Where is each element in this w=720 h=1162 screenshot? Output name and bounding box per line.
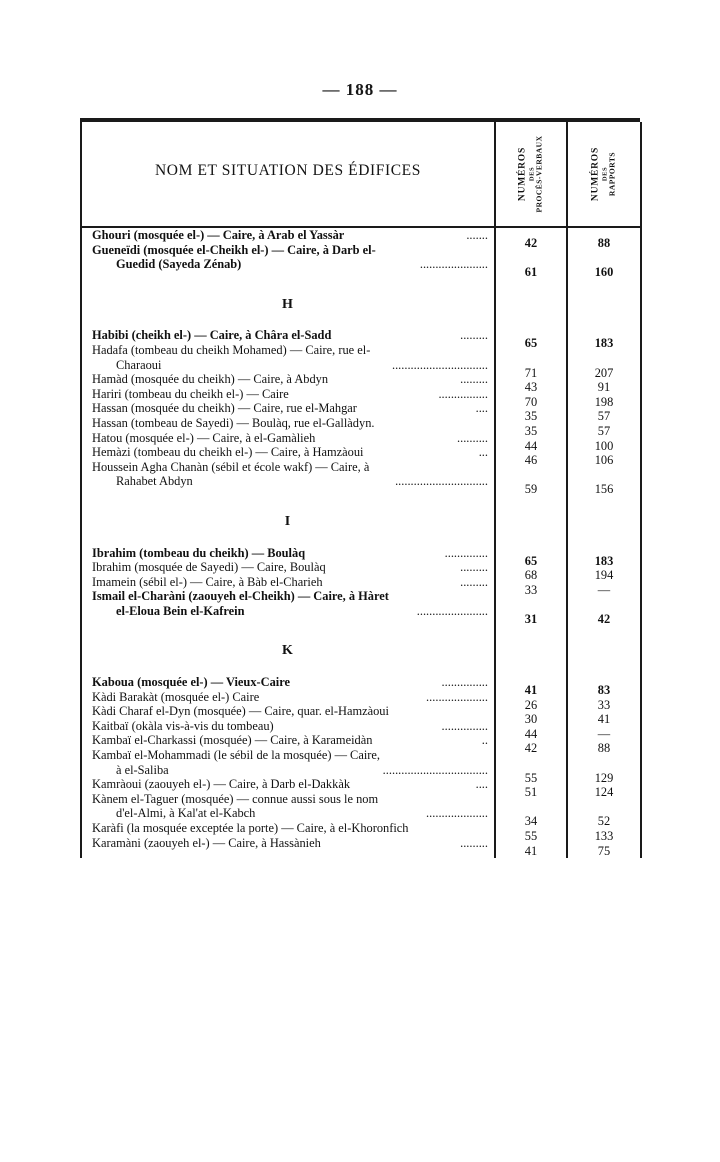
rapport-number: 42 bbox=[597, 611, 611, 626]
pv-number: 41 bbox=[524, 683, 538, 698]
index-entry-text: Ibrahim (mosquée de Sayedi) — Caire, Boulàq bbox=[92, 560, 326, 575]
rapport-number: 207 bbox=[594, 365, 614, 380]
rapport-number: 41 bbox=[597, 712, 611, 727]
pv-number: 68 bbox=[524, 568, 538, 583]
body-cell-rapports bbox=[567, 227, 641, 858]
rapport-number: 75 bbox=[597, 843, 611, 858]
index-entry-text: Kamràoui (zaouyeh el-) — Caire, à Darb el-Dakkàk bbox=[92, 777, 351, 792]
column-header-name: NOM ET SITUATION DES ÉDIFICES bbox=[155, 162, 421, 179]
vertical-spacer bbox=[568, 667, 640, 683]
rapport-number: 57 bbox=[597, 423, 611, 438]
leader-dots: ......... bbox=[460, 328, 488, 343]
column-header-rapports-line1: NUMÉROS bbox=[590, 146, 601, 202]
index-entry bbox=[82, 228, 494, 243]
pv-number: 43 bbox=[524, 380, 538, 395]
pv-number bbox=[496, 756, 566, 771]
rapport-number: 100 bbox=[594, 438, 614, 453]
pv-number bbox=[496, 800, 566, 815]
index-entry bbox=[82, 719, 494, 734]
index-entry-text: Hemàzi (tombeau du cheikh el-) — Caire, à Hamzàoui bbox=[92, 445, 364, 460]
rapport-number bbox=[568, 800, 640, 815]
pv-number: 51 bbox=[524, 785, 538, 800]
index-entry bbox=[82, 401, 494, 416]
index-entry bbox=[82, 806, 494, 821]
pv-number: 55 bbox=[524, 770, 538, 785]
vertical-spacer bbox=[568, 280, 640, 306]
pv-number: 35 bbox=[524, 409, 538, 424]
blank-line bbox=[568, 652, 640, 667]
index-entry bbox=[82, 372, 494, 387]
rapport-number: 198 bbox=[594, 394, 614, 409]
index-entry-text: Hassan (tombeau de Sayedi) — Boulàq, rue el-Gallàdyn. bbox=[92, 415, 375, 430]
pv-number: 61 bbox=[524, 265, 538, 280]
pv-number: 65 bbox=[524, 553, 538, 568]
rapport-number: 106 bbox=[594, 453, 614, 468]
index-entry bbox=[82, 704, 494, 719]
blank-line bbox=[568, 306, 640, 321]
vertical-spacer bbox=[496, 280, 566, 306]
leader-dots: ................ bbox=[438, 386, 488, 401]
rapport-number bbox=[568, 597, 640, 612]
header-cell-rapports bbox=[567, 122, 641, 227]
leader-dots: ......... bbox=[460, 560, 488, 575]
pv-number: 42 bbox=[524, 741, 538, 756]
pv-number: 44 bbox=[524, 438, 538, 453]
rapport-number bbox=[568, 756, 640, 771]
section-letter: H bbox=[282, 296, 294, 312]
blank-line bbox=[496, 523, 566, 538]
index-table bbox=[80, 118, 640, 858]
index-entry-text: Hamàd (mosquée du cheikh) — Caire, à Abdyn bbox=[92, 372, 329, 387]
index-entry-text: Rahabet Abdyn bbox=[116, 474, 193, 489]
leader-dots: ....................... bbox=[416, 603, 488, 618]
leader-dots: .............................. bbox=[395, 474, 488, 489]
pv-number bbox=[496, 351, 566, 366]
blank-line bbox=[496, 306, 566, 321]
rapport-number: 183 bbox=[594, 336, 614, 351]
index-entry bbox=[82, 460, 494, 475]
leader-dots: .. bbox=[481, 733, 488, 748]
leader-dots: .............. bbox=[444, 545, 488, 560]
rapport-number bbox=[568, 251, 640, 266]
vertical-spacer bbox=[496, 497, 566, 523]
leader-dots: ... bbox=[478, 445, 488, 460]
index-entry-text: Hatou (mosquée el-) — Caire, à el-Gamàlieh bbox=[92, 430, 316, 445]
body-cell-names bbox=[81, 227, 495, 858]
rapport-number: 133 bbox=[594, 829, 614, 843]
index-entry-text: Karàfi (la mosquée exceptée la porte) — Caire, à el-Khoronfich bbox=[92, 821, 409, 835]
pv-number: 42 bbox=[524, 236, 538, 250]
section-letter: I bbox=[284, 513, 292, 529]
pv-number: 44 bbox=[524, 726, 538, 741]
index-entry-text: Houssein Agha Chanàn (sébil et école wakf) — Caire, à bbox=[92, 459, 370, 474]
vertical-spacer bbox=[568, 320, 640, 336]
leader-dots: ............... bbox=[441, 675, 488, 690]
index-entry bbox=[82, 416, 494, 431]
pv-number: 31 bbox=[524, 611, 538, 626]
body-cell-proces-verbaux bbox=[495, 227, 567, 858]
pv-number: 34 bbox=[524, 814, 538, 829]
index-entry bbox=[82, 474, 494, 489]
index-table-grid bbox=[80, 122, 642, 858]
rapport-number: 124 bbox=[594, 785, 614, 800]
index-entry-text: Karamàni (zaouyeh el-) — Caire, à Hassànieh bbox=[92, 835, 321, 850]
index-entry bbox=[82, 675, 494, 690]
index-entry-text: Gueneïdi (mosquée el-Cheikh el-) — Caire, à Darb el- bbox=[92, 242, 376, 257]
index-entry bbox=[82, 445, 494, 460]
vertical-spacer bbox=[568, 626, 640, 652]
document-page bbox=[0, 80, 720, 1162]
index-entry-text: Hariri (tombeau du cheikh el-) — Caire bbox=[92, 386, 289, 401]
index-entry bbox=[82, 243, 494, 258]
rapport-number: 129 bbox=[594, 770, 614, 785]
index-entry-text: Kaitbaï (okàla vis-à-vis du tombeau) bbox=[92, 718, 274, 733]
pv-number bbox=[496, 468, 566, 483]
index-entry bbox=[82, 387, 494, 402]
vertical-spacer bbox=[568, 497, 640, 523]
rapport-number: 83 bbox=[597, 683, 611, 698]
rapport-number: 33 bbox=[597, 697, 611, 712]
pv-number: 46 bbox=[524, 453, 538, 468]
index-entry-text: Kambaï el-Mohammadi (le sébil de la mosquée) — Caire, bbox=[92, 748, 380, 763]
section-letter: K bbox=[282, 643, 294, 659]
vertical-spacer bbox=[496, 667, 566, 683]
vertical-spacer bbox=[82, 659, 494, 675]
vertical-spacer bbox=[568, 538, 640, 554]
index-entry-text: el-Eloua Bein el-Kafrein bbox=[116, 603, 245, 618]
index-entry-text: Kàdi Charaf el-Dyn (mosquée) — Caire, quar. el-Hamzàoui bbox=[92, 704, 389, 719]
blank-line bbox=[568, 523, 640, 538]
header-cell-proces-verbaux bbox=[495, 122, 567, 227]
rapport-number: — bbox=[597, 582, 611, 597]
table-body-row bbox=[81, 227, 641, 858]
index-entry-text: Kànem el-Taguer (mosquée) — connue aussi sous le nom bbox=[92, 791, 379, 806]
rapports-number-list bbox=[568, 228, 640, 858]
column-header-rapports-line3: RAPPORTS bbox=[607, 151, 617, 197]
rapport-number: 91 bbox=[597, 380, 611, 395]
rapport-number: 194 bbox=[594, 568, 614, 583]
index-entry bbox=[82, 777, 494, 792]
column-header-rapports-line2: DES bbox=[601, 166, 609, 182]
entry-list bbox=[82, 228, 494, 850]
index-entry bbox=[82, 575, 494, 590]
index-entry-text: Habibi (cheikh el-) — Caire, à Châra el-Sadd bbox=[92, 328, 332, 343]
pv-number: 35 bbox=[524, 423, 538, 438]
pv-number: 55 bbox=[524, 829, 538, 843]
column-header-pv-line3: PROCÈS-VERBAUX bbox=[534, 135, 544, 213]
rapport-number: 183 bbox=[594, 553, 614, 568]
leader-dots: ...................... bbox=[419, 257, 488, 272]
index-entry-text: Ismail el-Charàni (zaouyeh el-Cheikh) — Caire, à Hàret bbox=[92, 589, 389, 604]
vertical-spacer bbox=[496, 626, 566, 652]
column-header-pv-line1: NUMÉROS bbox=[517, 146, 528, 202]
index-entry bbox=[82, 763, 494, 778]
rapport-number bbox=[568, 468, 640, 483]
leader-dots: ............... bbox=[441, 718, 488, 733]
leader-dots: .................... bbox=[426, 689, 488, 704]
index-entry bbox=[82, 343, 494, 358]
table-header-row bbox=[81, 122, 641, 227]
vertical-spacer bbox=[82, 618, 494, 644]
index-entry bbox=[82, 604, 494, 619]
index-entry bbox=[82, 821, 494, 836]
pv-number bbox=[496, 597, 566, 612]
index-entry bbox=[82, 257, 494, 272]
rapport-number: 52 bbox=[597, 814, 611, 829]
index-entry bbox=[82, 589, 494, 604]
index-entry-text: Imamein (sébil el-) — Caire, à Bàb el-Charieh bbox=[92, 574, 323, 589]
vertical-spacer bbox=[496, 320, 566, 336]
leader-dots: .................................. bbox=[382, 762, 488, 777]
index-entry-text: Ibrahim (tombeau du cheikh) — Boulàq bbox=[92, 545, 306, 560]
index-entry-text: Charaoui bbox=[116, 357, 162, 372]
index-entry-text: Kambaï el-Charkassi (mosquée) — Caire, à Karameidàn bbox=[92, 733, 373, 748]
rapport-number: — bbox=[597, 726, 611, 741]
pv-number: 65 bbox=[524, 336, 538, 351]
index-entry-text: Kaboua (mosquée el-) — Vieux-Caire bbox=[92, 675, 291, 690]
index-entry-text: Hassan (mosquée du cheikh) — Caire, rue el-Mahgar bbox=[92, 401, 357, 416]
pv-number: 26 bbox=[524, 697, 538, 712]
leader-dots: ......... bbox=[460, 574, 488, 589]
pv-number: 30 bbox=[524, 712, 538, 727]
index-entry bbox=[82, 546, 494, 561]
index-entry bbox=[82, 733, 494, 748]
pv-number: 71 bbox=[524, 365, 538, 380]
rapport-number: 160 bbox=[594, 265, 614, 280]
index-entry-text: à el-Saliba bbox=[116, 762, 169, 777]
header-cell-name bbox=[81, 122, 495, 227]
leader-dots: .... bbox=[475, 401, 488, 416]
vertical-spacer bbox=[82, 489, 494, 515]
vertical-spacer bbox=[82, 312, 494, 328]
rapport-number: 88 bbox=[597, 741, 611, 756]
index-entry bbox=[82, 328, 494, 343]
column-header-pv-line2: DES bbox=[528, 166, 536, 182]
vertical-spacer bbox=[496, 538, 566, 554]
leader-dots: ......... bbox=[460, 372, 488, 387]
rapport-number: 156 bbox=[594, 482, 614, 497]
vertical-spacer bbox=[82, 530, 494, 546]
vertical-spacer bbox=[82, 272, 494, 298]
pv-number: 33 bbox=[524, 582, 538, 597]
leader-dots: .......... bbox=[457, 430, 488, 445]
blank-line bbox=[496, 652, 566, 667]
leader-dots: .................... bbox=[426, 806, 488, 821]
pv-number bbox=[496, 251, 566, 266]
index-entry bbox=[82, 836, 494, 851]
index-entry bbox=[82, 560, 494, 575]
index-entry bbox=[82, 431, 494, 446]
rapport-number bbox=[568, 351, 640, 366]
index-entry-text: Guedid (Sayeda Zénab) bbox=[116, 257, 242, 272]
leader-dots: ......... bbox=[460, 835, 488, 850]
rapport-number: 88 bbox=[597, 236, 611, 250]
rapport-number: 57 bbox=[597, 409, 611, 424]
pv-number-list bbox=[496, 228, 566, 858]
leader-dots: .... bbox=[475, 777, 488, 792]
pv-number: 59 bbox=[524, 482, 538, 497]
index-entry bbox=[82, 792, 494, 807]
index-entry bbox=[82, 690, 494, 705]
index-entry-text: Hadafa (tombeau du cheikh Mohamed) — Caire, rue el- bbox=[92, 342, 371, 357]
pv-number: 70 bbox=[524, 394, 538, 409]
index-entry bbox=[82, 748, 494, 763]
index-entry-text: Ghouri (mosquée el-) — Caire, à Arab el Yassàr bbox=[92, 228, 345, 242]
page-number: — 188 — bbox=[322, 80, 398, 99]
index-entry-text: Kàdi Barakàt (mosquée el-) Caire bbox=[92, 689, 260, 704]
leader-dots: ....... bbox=[466, 228, 488, 242]
pv-number: 41 bbox=[524, 843, 538, 858]
leader-dots: ............................... bbox=[391, 357, 488, 372]
index-entry bbox=[82, 358, 494, 373]
index-entry-text: d'el-Almi, à Kal'at el-Kabch bbox=[116, 806, 256, 821]
